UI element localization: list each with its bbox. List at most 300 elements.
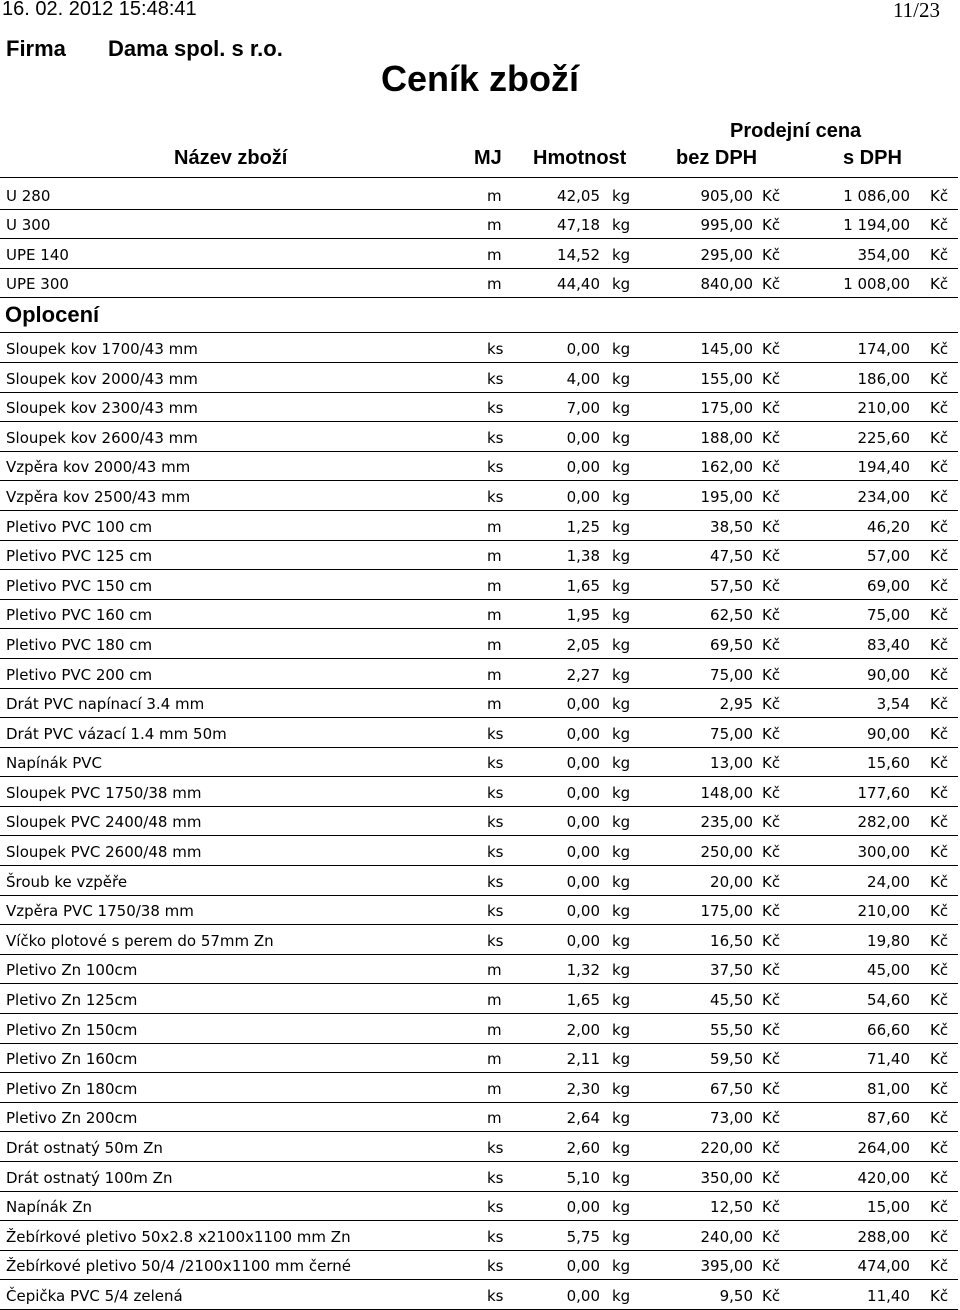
- table-row: [0, 807, 958, 837]
- column-header-name: Název zboží: [174, 147, 288, 169]
- product-name: UPE 140: [6, 245, 69, 264]
- price-gross-cell: 69,00: [867, 576, 910, 595]
- price-net-cell: 905,00: [700, 186, 753, 205]
- currency-gross: Kč: [930, 216, 949, 235]
- price-net-cell: 75,00: [710, 665, 753, 684]
- table-row: [0, 541, 958, 571]
- product-name: Pletivo PVC 150 cm: [6, 576, 153, 595]
- product-name: Sloupek PVC 1750/38 mm: [6, 783, 202, 802]
- product-name: Sloupek kov 2300/43 mm: [6, 399, 198, 418]
- table-row: [0, 748, 958, 778]
- weight-unit: kg: [612, 1079, 631, 1098]
- unit-cell: m: [487, 1109, 502, 1128]
- product-name: Čepička PVC 5/4 zelená: [6, 1286, 183, 1305]
- unit-cell: m: [487, 961, 502, 980]
- price-gross-cell: 54,60: [867, 991, 910, 1010]
- currency-gross: Kč: [930, 399, 949, 418]
- unit-cell: m: [487, 547, 502, 566]
- product-name: Sloupek PVC 2600/48 mm: [6, 843, 202, 862]
- currency-net: Kč: [762, 665, 781, 684]
- currency-gross: Kč: [930, 1198, 949, 1217]
- weight-unit: kg: [612, 724, 631, 743]
- price-gross-cell: 210,00: [857, 902, 910, 921]
- weight-cell: 44,40: [557, 275, 600, 294]
- page-title: Ceník zboží: [380, 58, 580, 99]
- price-gross-cell: 474,00: [857, 1257, 910, 1276]
- price-net-cell: 175,00: [700, 902, 753, 921]
- currency-gross: Kč: [930, 1286, 949, 1305]
- weight-unit: kg: [612, 576, 631, 595]
- currency-net: Kč: [762, 1020, 781, 1039]
- product-name: Žebírkové pletivo 50/4 /2100x1100 mm černé: [6, 1257, 351, 1276]
- weight-cell: 1,65: [566, 991, 600, 1010]
- unit-cell: ks: [487, 931, 504, 950]
- currency-net: Kč: [762, 754, 781, 773]
- price-net-cell: 188,00: [700, 428, 753, 447]
- weight-unit: kg: [612, 665, 631, 684]
- price-net-cell: 250,00: [700, 843, 753, 862]
- product-name: Sloupek kov 2000/43 mm: [6, 369, 198, 388]
- weight-unit: kg: [612, 1257, 631, 1276]
- unit-cell: ks: [487, 843, 504, 862]
- currency-gross: Kč: [930, 843, 949, 862]
- weight-cell: 5,75: [566, 1227, 600, 1246]
- currency-net: Kč: [762, 245, 781, 264]
- price-net-cell: 12,50: [710, 1198, 753, 1217]
- table-row: [0, 393, 958, 423]
- currency-net: Kč: [762, 399, 781, 418]
- currency-net: Kč: [762, 517, 781, 536]
- table-row: [0, 836, 958, 866]
- currency-net: Kč: [762, 902, 781, 921]
- currency-net: Kč: [762, 961, 781, 980]
- currency-net: Kč: [762, 458, 781, 477]
- currency-net: Kč: [762, 1168, 781, 1187]
- column-header-weight: Hmotnost: [533, 147, 627, 169]
- currency-gross: Kč: [930, 754, 949, 773]
- price-gross-cell: 1 008,00: [843, 275, 910, 294]
- price-group-header: Prodejní cena: [730, 120, 862, 142]
- weight-unit: kg: [612, 547, 631, 566]
- unit-cell: ks: [487, 428, 504, 447]
- currency-net: Kč: [762, 1257, 781, 1276]
- firm-label: Firma: [6, 36, 66, 61]
- product-name: Drát PVC vázací 1.4 mm 50m: [6, 724, 227, 743]
- price-net-cell: 37,50: [710, 961, 753, 980]
- weight-cell: 2,60: [566, 1139, 600, 1157]
- price-gross-cell: 186,00: [857, 369, 910, 388]
- product-name: Žebírkové pletivo 50x2.8 x2100x1100 mm Zn: [6, 1227, 351, 1246]
- weight-unit: kg: [612, 399, 631, 418]
- price-net-cell: 16,50: [710, 931, 753, 950]
- table-row: [0, 777, 958, 807]
- weight-cell: 2,00: [566, 1020, 600, 1039]
- price-net-cell: 13,00: [710, 754, 753, 773]
- price-net-cell: 2,95: [719, 695, 753, 714]
- currency-gross: Kč: [930, 369, 949, 388]
- unit-cell: m: [487, 635, 502, 654]
- column-header-price-net: bez DPH: [676, 147, 758, 169]
- price-net-cell: 235,00: [700, 813, 753, 832]
- page-number: 11/23: [892, 0, 940, 22]
- print-datetime: 16. 02. 2012 15:48:41: [2, 0, 197, 20]
- currency-gross: Kč: [930, 1168, 949, 1187]
- price-gross-cell: 46,20: [867, 517, 910, 536]
- price-net-cell: 995,00: [700, 216, 753, 235]
- currency-net: Kč: [762, 487, 781, 506]
- currency-gross: Kč: [930, 1257, 949, 1276]
- weight-cell: 0,00: [566, 487, 600, 506]
- unit-cell: m: [487, 1050, 502, 1069]
- product-name: Pletivo Zn 200cm: [6, 1109, 138, 1128]
- header-divider: [0, 177, 958, 178]
- weight-cell: 0,00: [566, 724, 600, 743]
- product-name: Napínák Zn: [6, 1198, 93, 1217]
- currency-net: Kč: [762, 635, 781, 654]
- currency-gross: Kč: [930, 576, 949, 595]
- table-row: [0, 570, 958, 600]
- currency-net: Kč: [762, 872, 781, 891]
- weight-unit: kg: [612, 1227, 631, 1246]
- currency-gross: Kč: [930, 606, 949, 625]
- currency-net: Kč: [762, 843, 781, 862]
- product-name: Napínák PVC: [6, 754, 103, 773]
- table-row: [0, 600, 958, 630]
- table-row: [0, 269, 958, 299]
- weight-cell: 0,00: [566, 1257, 600, 1276]
- price-gross-cell: 24,00: [867, 872, 910, 891]
- unit-cell: ks: [487, 369, 504, 388]
- product-name: Drát ostnatý 100m Zn: [6, 1168, 173, 1187]
- weight-unit: kg: [612, 517, 631, 536]
- price-net-cell: 57,50: [710, 576, 753, 595]
- unit-cell: ks: [487, 902, 504, 921]
- price-net-cell: 59,50: [710, 1050, 753, 1069]
- currency-net: Kč: [762, 547, 781, 566]
- currency-net: Kč: [762, 931, 781, 950]
- currency-net: Kč: [762, 186, 781, 205]
- unit-cell: m: [487, 1020, 502, 1039]
- report-header-line: [0, 0, 960, 22]
- unit-cell: m: [487, 606, 502, 625]
- currency-gross: Kč: [930, 1050, 949, 1069]
- weight-unit: kg: [612, 275, 631, 294]
- table-row: [0, 1132, 958, 1162]
- unit-cell: ks: [487, 399, 504, 418]
- product-name: Sloupek kov 2600/43 mm: [6, 428, 198, 447]
- table-row: [0, 1162, 958, 1192]
- unit-cell: m: [487, 576, 502, 595]
- weight-unit: kg: [612, 186, 631, 205]
- product-name: Šroub ke vzpěře: [6, 872, 128, 891]
- unit-cell: ks: [487, 487, 504, 506]
- product-name: Vzpěra kov 2000/43 mm: [6, 458, 191, 477]
- price-net-cell: 55,50: [710, 1020, 753, 1039]
- unit-cell: ks: [487, 1227, 504, 1246]
- weight-cell: 0,00: [566, 754, 600, 773]
- weight-cell: 0,00: [566, 813, 600, 832]
- product-name: Pletivo PVC 100 cm: [6, 517, 153, 536]
- weight-unit: kg: [612, 843, 631, 862]
- table-row: [0, 210, 958, 240]
- table-row: [0, 481, 958, 511]
- price-gross-cell: 90,00: [867, 724, 910, 743]
- price-gross-cell: 420,00: [857, 1168, 910, 1187]
- table-row: [0, 629, 958, 659]
- table-row: [0, 1103, 958, 1133]
- currency-gross: Kč: [930, 635, 949, 654]
- price-gross-cell: 1 194,00: [843, 216, 910, 235]
- table-row: [0, 1280, 958, 1310]
- currency-net: Kč: [762, 813, 781, 832]
- currency-net: Kč: [762, 991, 781, 1010]
- section-row: [0, 298, 958, 333]
- currency-gross: Kč: [930, 1109, 949, 1128]
- table-row: [0, 718, 958, 748]
- product-name: Vzpěra kov 2500/43 mm: [6, 487, 191, 506]
- weight-cell: 2,11: [566, 1050, 600, 1069]
- table-row: [0, 1014, 958, 1044]
- product-name: U 280: [6, 186, 51, 205]
- price-net-cell: 38,50: [710, 517, 753, 536]
- price-net-cell: 9,50: [719, 1286, 753, 1305]
- weight-unit: kg: [612, 458, 631, 477]
- price-net-cell: 295,00: [700, 245, 753, 264]
- currency-net: Kč: [762, 428, 781, 447]
- weight-cell: 0,00: [566, 872, 600, 891]
- product-name: Pletivo PVC 180 cm: [6, 635, 153, 654]
- currency-gross: Kč: [930, 245, 949, 264]
- currency-net: Kč: [762, 783, 781, 802]
- price-gross-cell: 75,00: [867, 606, 910, 625]
- weight-unit: kg: [612, 754, 631, 773]
- unit-cell: m: [487, 517, 502, 536]
- currency-gross: Kč: [930, 517, 949, 536]
- currency-net: Kč: [762, 695, 781, 714]
- price-gross-cell: 264,00: [857, 1139, 910, 1157]
- unit-cell: m: [487, 186, 502, 205]
- currency-gross: Kč: [930, 665, 949, 684]
- weight-unit: kg: [612, 695, 631, 714]
- product-name: Pletivo Zn 150cm: [6, 1020, 138, 1039]
- column-header-unit: MJ: [474, 147, 502, 169]
- table-row: [0, 1073, 958, 1103]
- unit-cell: ks: [487, 1168, 504, 1187]
- table-row: [0, 866, 958, 896]
- unit-cell: m: [487, 695, 502, 714]
- price-gross-cell: 1 086,00: [843, 186, 910, 205]
- currency-net: Kč: [762, 1079, 781, 1098]
- weight-unit: kg: [612, 1139, 631, 1157]
- currency-gross: Kč: [930, 547, 949, 566]
- weight-cell: 0,00: [566, 902, 600, 921]
- currency-net: Kč: [762, 724, 781, 743]
- weight-cell: 0,00: [566, 695, 600, 714]
- weight-cell: 0,00: [566, 428, 600, 447]
- unit-cell: m: [487, 216, 502, 235]
- weight-unit: kg: [612, 783, 631, 802]
- weight-cell: 2,05: [566, 635, 600, 654]
- weight-cell: 5,10: [566, 1168, 600, 1187]
- price-net-cell: 75,00: [710, 724, 753, 743]
- weight-cell: 2,64: [566, 1109, 600, 1128]
- product-name: Pletivo Zn 125cm: [6, 991, 138, 1010]
- price-net-cell: 162,00: [700, 458, 753, 477]
- unit-cell: ks: [487, 724, 504, 743]
- price-gross-cell: 234,00: [857, 487, 910, 506]
- currency-gross: Kč: [930, 428, 949, 447]
- currency-net: Kč: [762, 576, 781, 595]
- currency-net: Kč: [762, 369, 781, 388]
- table-row: [0, 659, 958, 689]
- unit-cell: m: [487, 665, 502, 684]
- table-row: [0, 1192, 958, 1222]
- currency-net: Kč: [762, 1139, 781, 1157]
- price-gross-cell: 300,00: [857, 843, 910, 862]
- currency-net: Kč: [762, 1198, 781, 1217]
- currency-net: Kč: [762, 606, 781, 625]
- price-net-cell: 62,50: [710, 606, 753, 625]
- price-net-cell: 47,50: [710, 547, 753, 566]
- unit-cell: m: [487, 275, 502, 294]
- weight-unit: kg: [612, 872, 631, 891]
- price-gross-cell: 90,00: [867, 665, 910, 684]
- price-gross-cell: 71,40: [867, 1050, 910, 1069]
- unit-cell: ks: [487, 1286, 504, 1305]
- weight-cell: 0,00: [566, 339, 600, 358]
- product-name: Sloupek PVC 2400/48 mm: [6, 813, 202, 832]
- price-gross-cell: 354,00: [857, 245, 910, 264]
- price-gross-cell: 83,40: [867, 635, 910, 654]
- price-net-cell: 67,50: [710, 1079, 753, 1098]
- price-net-cell: 155,00: [700, 369, 753, 388]
- weight-unit: kg: [612, 813, 631, 832]
- unit-cell: ks: [487, 1198, 504, 1217]
- weight-cell: 0,00: [566, 1198, 600, 1217]
- weight-unit: kg: [612, 991, 631, 1010]
- weight-cell: 14,52: [557, 245, 600, 264]
- table-row: [0, 955, 958, 985]
- price-net-cell: 73,00: [710, 1109, 753, 1128]
- weight-unit: kg: [612, 428, 631, 447]
- weight-cell: 1,95: [566, 606, 600, 625]
- price-net-cell: 45,50: [710, 991, 753, 1010]
- table-row: [0, 511, 958, 541]
- currency-net: Kč: [762, 1227, 781, 1246]
- unit-cell: ks: [487, 813, 504, 832]
- unit-cell: ks: [487, 1139, 504, 1157]
- product-name: Pletivo Zn 100cm: [6, 961, 138, 980]
- currency-gross: Kč: [930, 872, 949, 891]
- currency-gross: Kč: [930, 783, 949, 802]
- weight-cell: 0,00: [566, 843, 600, 862]
- currency-net: Kč: [762, 1050, 781, 1069]
- currency-gross: Kč: [930, 487, 949, 506]
- weight-unit: kg: [612, 635, 631, 654]
- product-name: Pletivo Zn 180cm: [6, 1079, 138, 1098]
- price-gross-cell: 177,60: [857, 783, 910, 802]
- unit-cell: ks: [487, 339, 504, 358]
- price-gross-cell: 225,60: [857, 428, 910, 447]
- product-name: Pletivo PVC 160 cm: [6, 606, 153, 625]
- currency-gross: Kč: [930, 458, 949, 477]
- table-row: [0, 363, 958, 393]
- currency-gross: Kč: [930, 813, 949, 832]
- table-row: [0, 422, 958, 452]
- table-row: [0, 239, 958, 269]
- weight-unit: kg: [612, 961, 631, 980]
- weight-unit: kg: [612, 487, 631, 506]
- currency-gross: Kč: [930, 902, 949, 921]
- price-gross-cell: 15,60: [867, 754, 910, 773]
- table-row: [0, 333, 958, 363]
- weight-cell: 2,27: [566, 665, 600, 684]
- weight-cell: 1,25: [566, 517, 600, 536]
- currency-gross: Kč: [930, 275, 949, 294]
- price-gross-cell: 210,00: [857, 399, 910, 418]
- price-gross-cell: 81,00: [867, 1079, 910, 1098]
- weight-unit: kg: [612, 1286, 631, 1305]
- weight-cell: 1,38: [566, 547, 600, 566]
- price-net-cell: 175,00: [700, 399, 753, 418]
- table-row: [0, 180, 958, 210]
- price-gross-cell: 45,00: [867, 961, 910, 980]
- price-gross-cell: 11,40: [867, 1286, 910, 1305]
- table-row: [0, 925, 958, 955]
- weight-cell: 4,00: [566, 369, 600, 388]
- weight-cell: 0,00: [566, 1286, 600, 1305]
- price-net-cell: 395,00: [700, 1257, 753, 1276]
- product-name: Pletivo Zn 160cm: [6, 1050, 138, 1069]
- price-net-cell: 20,00: [710, 872, 753, 891]
- weight-unit: kg: [612, 1020, 631, 1039]
- price-gross-cell: 87,60: [867, 1109, 910, 1128]
- unit-cell: ks: [487, 872, 504, 891]
- weight-unit: kg: [612, 1168, 631, 1187]
- weight-cell: 42,05: [557, 186, 600, 205]
- currency-net: Kč: [762, 216, 781, 235]
- currency-net: Kč: [762, 1109, 781, 1128]
- product-name: Sloupek kov 1700/43 mm: [6, 339, 198, 358]
- price-net-cell: 145,00: [700, 339, 753, 358]
- table-row: [0, 1044, 958, 1074]
- weight-unit: kg: [612, 245, 631, 264]
- table-row: [0, 452, 958, 482]
- weight-cell: 7,00: [566, 399, 600, 418]
- section-label: Oplocení: [5, 302, 100, 328]
- price-net-cell: 69,50: [710, 635, 753, 654]
- table-row: [0, 689, 958, 719]
- weight-cell: 0,00: [566, 931, 600, 950]
- unit-cell: m: [487, 245, 502, 264]
- weight-cell: 1,65: [566, 576, 600, 595]
- product-name: U 300: [6, 216, 51, 235]
- weight-cell: 1,32: [566, 961, 600, 980]
- price-net-cell: 350,00: [700, 1168, 753, 1187]
- product-name: Drát ostnatý 50m Zn: [6, 1139, 163, 1157]
- weight-unit: kg: [612, 1109, 631, 1128]
- weight-unit: kg: [612, 902, 631, 921]
- currency-gross: Kč: [930, 1139, 949, 1157]
- price-gross-cell: 19,80: [867, 931, 910, 950]
- price-gross-cell: 3,54: [876, 695, 910, 714]
- weight-cell: 2,30: [566, 1079, 600, 1098]
- weight-unit: kg: [612, 216, 631, 235]
- unit-cell: m: [487, 991, 502, 1010]
- currency-gross: Kč: [930, 1079, 949, 1098]
- price-gross-cell: 15,00: [867, 1198, 910, 1217]
- weight-cell: 0,00: [566, 783, 600, 802]
